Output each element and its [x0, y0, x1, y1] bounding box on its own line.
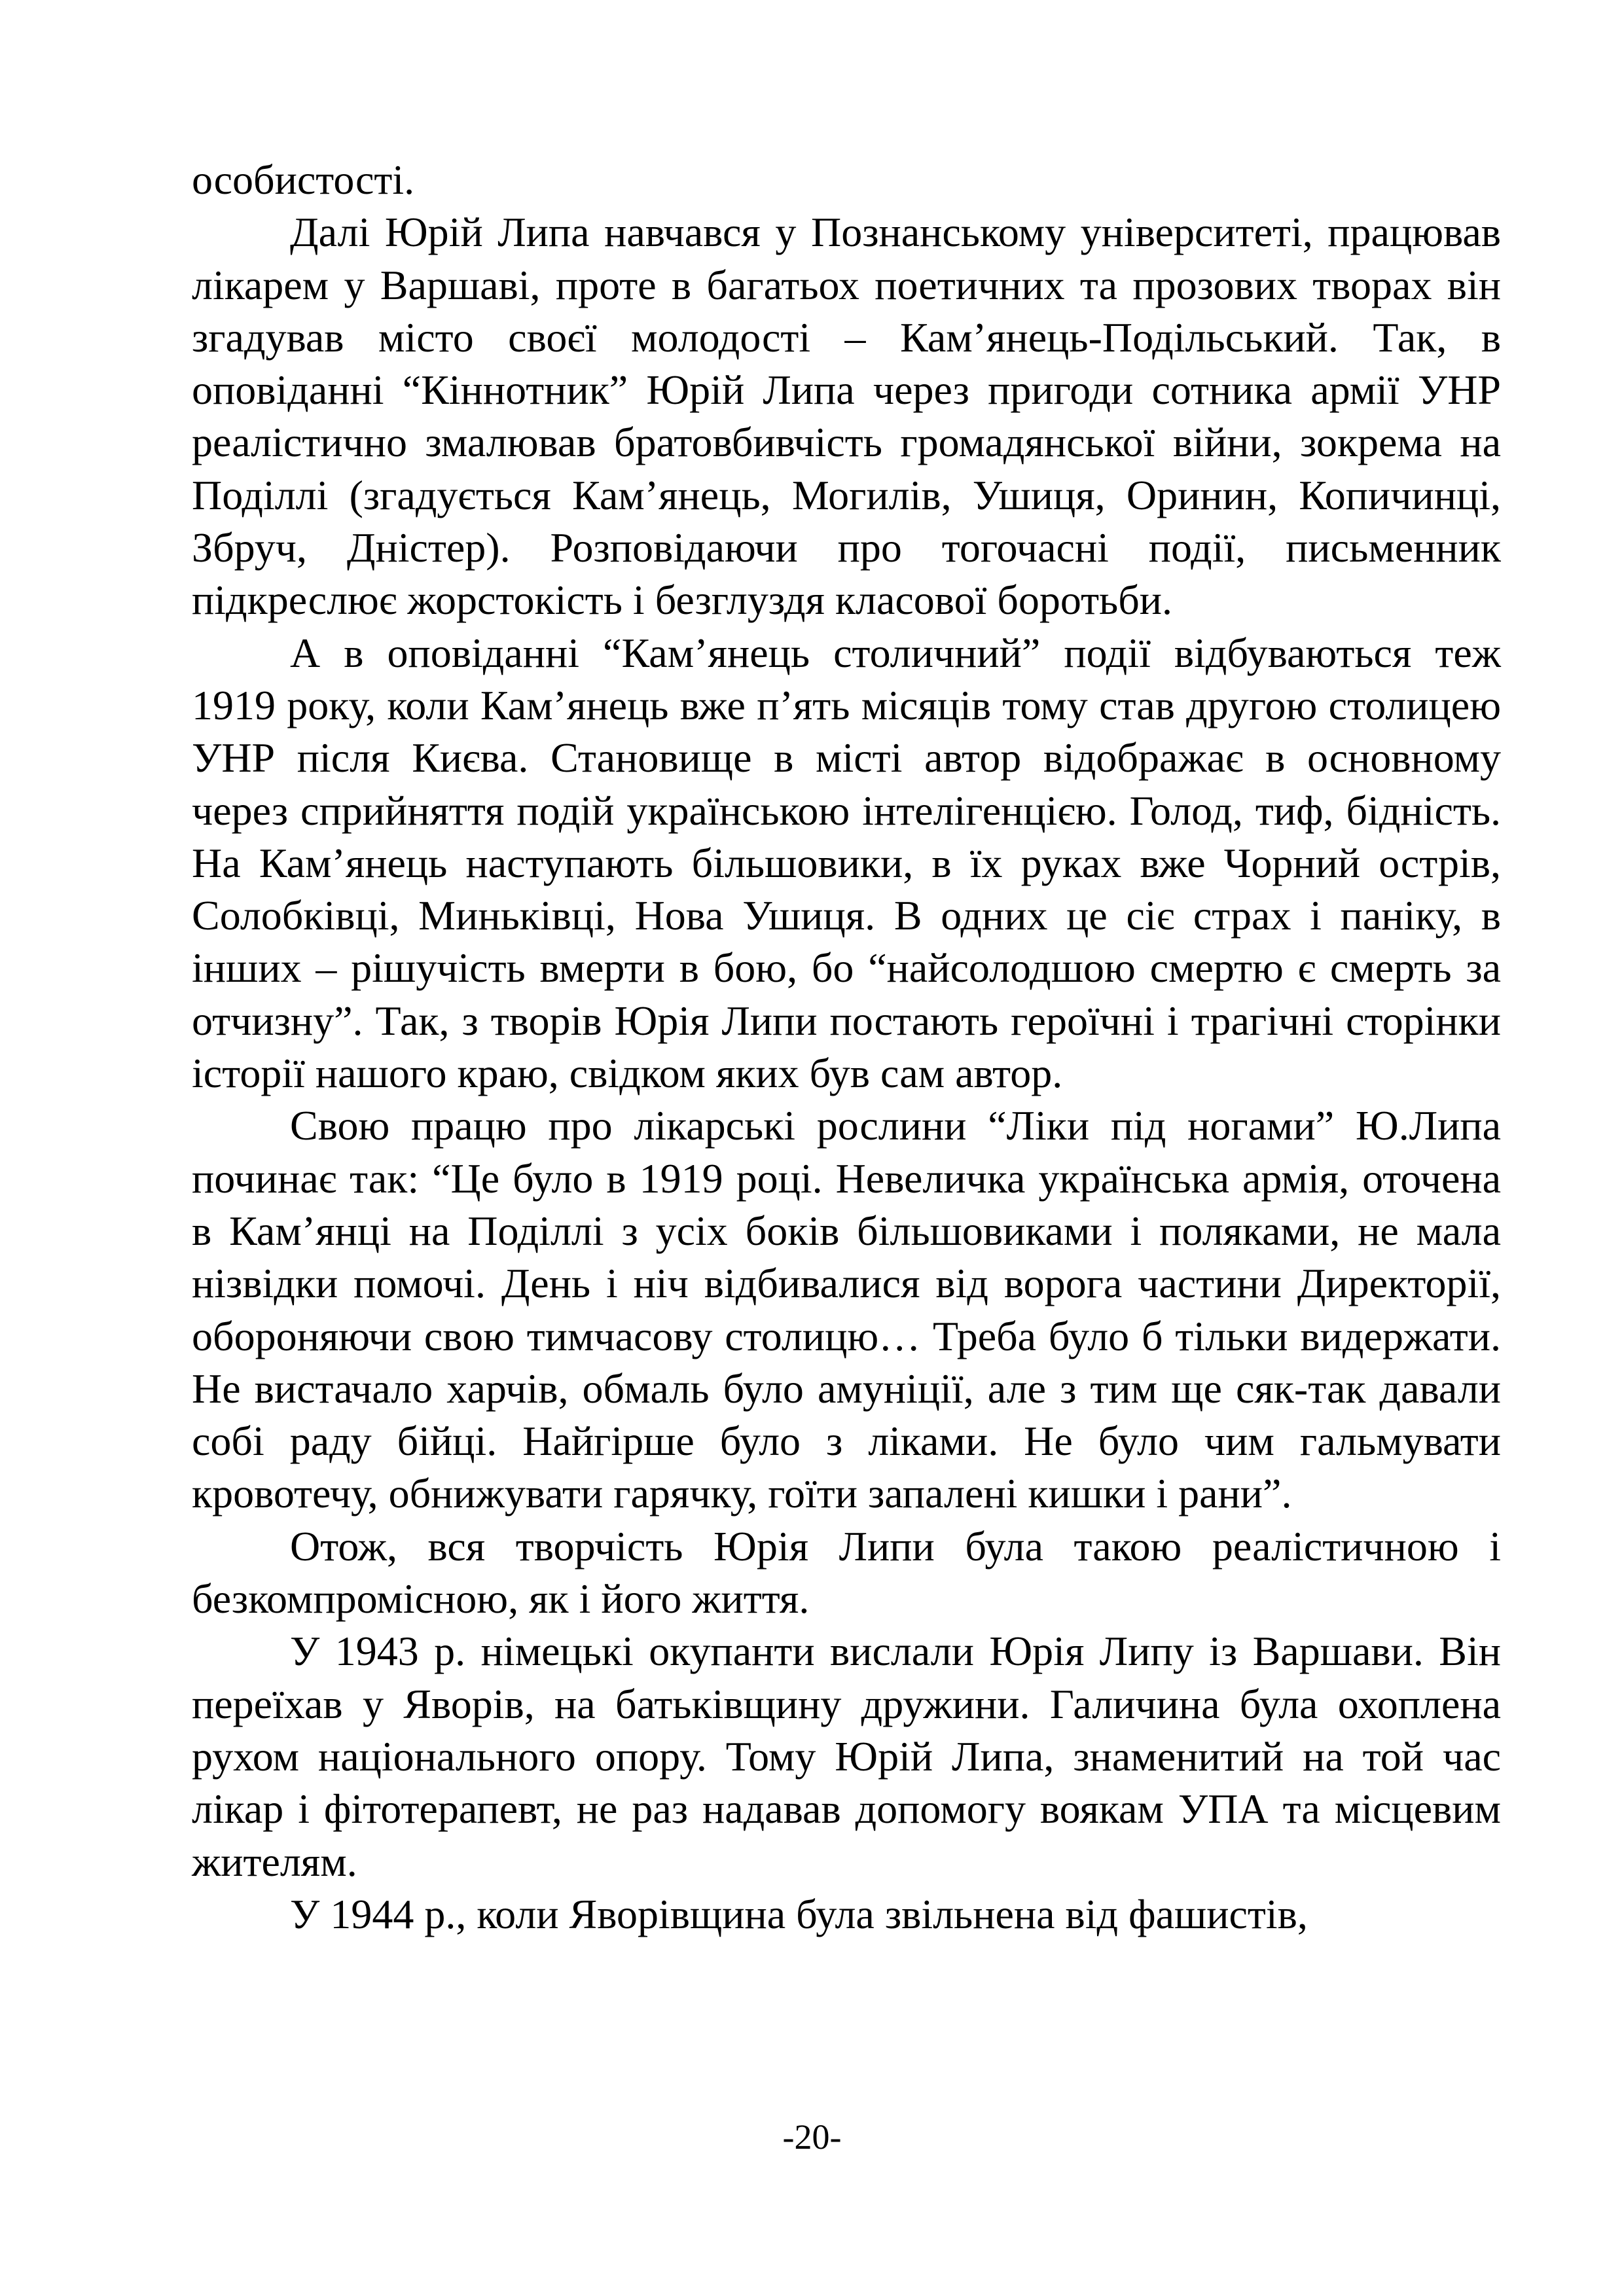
paragraph-realism: Отож, вся творчість Юрія Липи була такою реалістичною і безкомпромісною, як і його життя.	[192, 1522, 1501, 1623]
paragraph-1944: У 1944 р., коли Яворівщина була звільнена від фашистів,	[290, 1890, 1308, 1937]
paragraph-continuation: особистості.	[192, 156, 415, 203]
paragraph-medicinal-plants: Свою працю про лікарські рослини “Ліки під ногами” Ю.Липа починає так: “Це було в 1919 році. Невеличка українська армія, оточена в Кам’янці на Поділлі з усіх боків більшовиками і поляками, не мала нізвідки помочі. День і ніч відбивалися від ворога частини Директорії, обороняючи свою тимчасову столицю… Треба було б тільки видержати. Не вистачало харчів, обмаль було амуніції, але з тим ще сяк-так давали собі раду бійці. Найгірше було з ліками. Не було чим гальмувати кровотечу, обнижувати гарячку, гоїти запалені кишки і рани”.	[192, 1102, 1501, 1517]
body-text	[192, 154, 1501, 1941]
paragraph-1943: У 1943 р. німецькі окупанти вислали Юрія Липу із Варшави. Він переїхав у Яворів, на батьківщину дружини. Галичина була охоплена рухом національного опору. Тому Юрій Липа, знаменитий на той час лікар і фітотерапевт, не раз надавав допомогу воякам УПА та місцевим жителям.	[192, 1628, 1501, 1885]
page-number: -20-	[782, 2117, 842, 2157]
paragraph-studies-kinnotnyk: Далі Юрій Липа навчався у Познанському університеті, працював лікарем у Варшаві, проте в багатьох поетичних та прозових творах він згадував місто своєї молодості – Кам’янець-Подільський. Так, в оповіданні “Кіннотник” Юрій Липа через пригоди сотника армії УНР реалістично змалював братовбивчість громадянської війни, зокрема на Поділлі (згадується Кам’янець, Могилів, Ушиця, Оринин, Копичинці, Збруч, Дністер). Розповідаючи про тогочасні події, письменник підкреслює жорстокість і безглуздя класової боротьби.	[192, 209, 1501, 624]
paragraph-kamianets-capital: А в оповіданні “Кам’янець столичний” події відбуваються теж 1919 року, коли Кам’янець вже п’ять місяців тому став другою столицею УНР після Києва. Становище в місті автор відображає в основному через сприйняття подій українською інтелігенцією. Голод, тиф, бідність. На Кам’янець наступають більшовики, в їх руках вже Чорний острів, Солобківці, Миньківці, Нова Ушиця. В одних це сіє страх і паніку, в інших – рішучість вмерти в бою, бо “найсолодшою смертю є смерть за отчизну”. Так, з творів Юрія Липи постають героїчні і трагічні сторінки історії нашого краю, свідком яких був сам автор.	[192, 629, 1501, 1097]
